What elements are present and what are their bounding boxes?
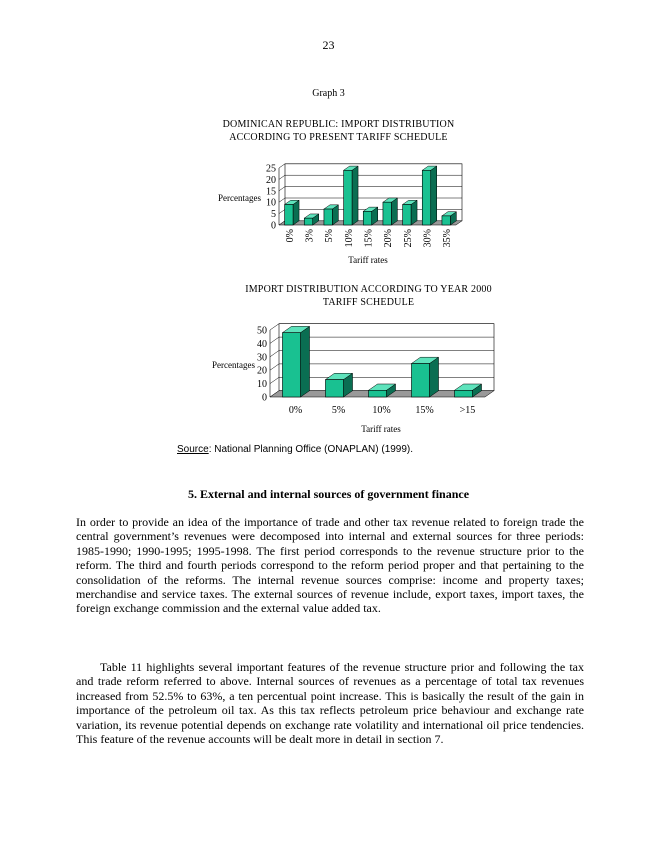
chart2-title-line2: TARIFF SCHEDULE bbox=[322, 297, 415, 308]
chart1-xtick-label: 25% bbox=[402, 229, 414, 248]
chart2-xtick-label: 15% bbox=[415, 405, 434, 416]
chart1-xlabel: Tariff rates bbox=[348, 255, 388, 265]
chart2-bar-side bbox=[430, 357, 439, 397]
chart1-xtick-label: 35% bbox=[442, 229, 454, 248]
chart2-title-line1: IMPORT DISTRIBUTION ACCORDING TO YEAR 2000 bbox=[245, 284, 492, 295]
chart1-ytick-label: 25 bbox=[266, 163, 276, 175]
chart2-bar bbox=[411, 364, 429, 398]
paragraph-1: In order to provide an idea of the importance of trade and other tax revenue related to foreign trade the central government’s revenues were decomposed into internal and external sources for three periods: 1985-1990; 1990-1995; 1995-1998. The first period corresponds to the revenue structure prior to the reform. The third and fourth periods correspond to the reform period proper and that pertaining to the consolidation of the reforms. The internal revenue sources comprise: income and property taxes; merchandise and service taxes. The external sources of revenue include, export taxes, import taxes, the foreign exchange commission and the external value added tax. bbox=[76, 515, 584, 616]
chart2-gridline-diag bbox=[270, 337, 279, 343]
chart1-xtick-label: 20% bbox=[383, 229, 395, 248]
chart2-xtick-label: 10% bbox=[372, 405, 391, 416]
chart2-plot-area bbox=[279, 324, 494, 391]
chart2-bar bbox=[325, 380, 343, 397]
graph-label: Graph 3 bbox=[312, 88, 345, 99]
chart2-xtick-label: 5% bbox=[331, 405, 346, 416]
chart2-ytick-label: 50 bbox=[257, 325, 267, 337]
chart1-ylabel: Percentages bbox=[218, 193, 261, 203]
paragraph-2: Table 11 highlights several important features of the revenue structure prior and following the tax and trade reform referred to above. Internal sources of revenues as a percentage of total tax revenues increased from 52.5% to 63%, a ten percentual point increase. This is basically the result of the gain in importance of the petroleum oil tax. As this tax reflects petroleum price behaviour and exchange rate variation, its revenue potential depends on exchange rate volatility and international oil price tendencies. This feature of the revenue accounts will be dealt more in detail in section 7. bbox=[76, 660, 584, 747]
chart1-ytick-label: 15 bbox=[266, 186, 276, 198]
chart2-gridline-diag bbox=[270, 377, 279, 383]
chart2-ytick-label: 10 bbox=[257, 379, 267, 391]
chart1-ytick-label: 0 bbox=[271, 220, 276, 232]
chart2-ytick-label: 30 bbox=[257, 352, 267, 364]
chart1-xtick-label: 30% bbox=[422, 229, 434, 248]
chart1-xtick-label: 5% bbox=[324, 229, 336, 243]
chart1-ytick-label: 5 bbox=[271, 209, 276, 221]
source-note bbox=[177, 444, 413, 455]
chart2-bar bbox=[368, 390, 386, 397]
chart1-ytick-label: 10 bbox=[266, 197, 276, 209]
source-text: : National Planning Office (ONAPLAN) (1999). bbox=[208, 444, 414, 455]
chart2-xtick-label: 0% bbox=[288, 405, 303, 416]
chart2-ylabel: Percentages bbox=[212, 360, 255, 370]
page-number: 23 bbox=[322, 38, 335, 52]
chart2-gridline-diag bbox=[270, 364, 279, 370]
chart1-xtick-label: 0% bbox=[284, 229, 296, 243]
chart1-title-line1: DOMINICAN REPUBLIC: IMPORT DISTRIBUTION bbox=[222, 119, 455, 130]
chart2-bar bbox=[454, 390, 472, 397]
chart1-xtick-label: 10% bbox=[343, 229, 355, 248]
chart2-gridline-diag bbox=[270, 351, 279, 357]
chart2-bar-side bbox=[301, 326, 310, 397]
chart2-xlabel: Tariff rates bbox=[361, 424, 401, 434]
chart2-ytick-label: 0 bbox=[262, 392, 267, 404]
section-heading: 5. External and internal sources of government finance bbox=[187, 487, 470, 501]
chart1-xtick-label: 3% bbox=[304, 229, 316, 243]
chart1-xtick-label: 15% bbox=[363, 229, 375, 248]
chart2-ytick-label: 20 bbox=[257, 365, 267, 377]
chart2-xtick-label: >15 bbox=[459, 405, 476, 416]
source-label: Source bbox=[177, 444, 209, 455]
chart2-ytick-label: 40 bbox=[257, 338, 267, 350]
chart2-bar bbox=[282, 333, 300, 397]
chart1-title-line2: ACCORDING TO PRESENT TARIFF SCHEDULE bbox=[229, 132, 448, 143]
chart1-ytick-label: 20 bbox=[266, 174, 276, 186]
chart2-gridline-diag bbox=[270, 324, 279, 330]
